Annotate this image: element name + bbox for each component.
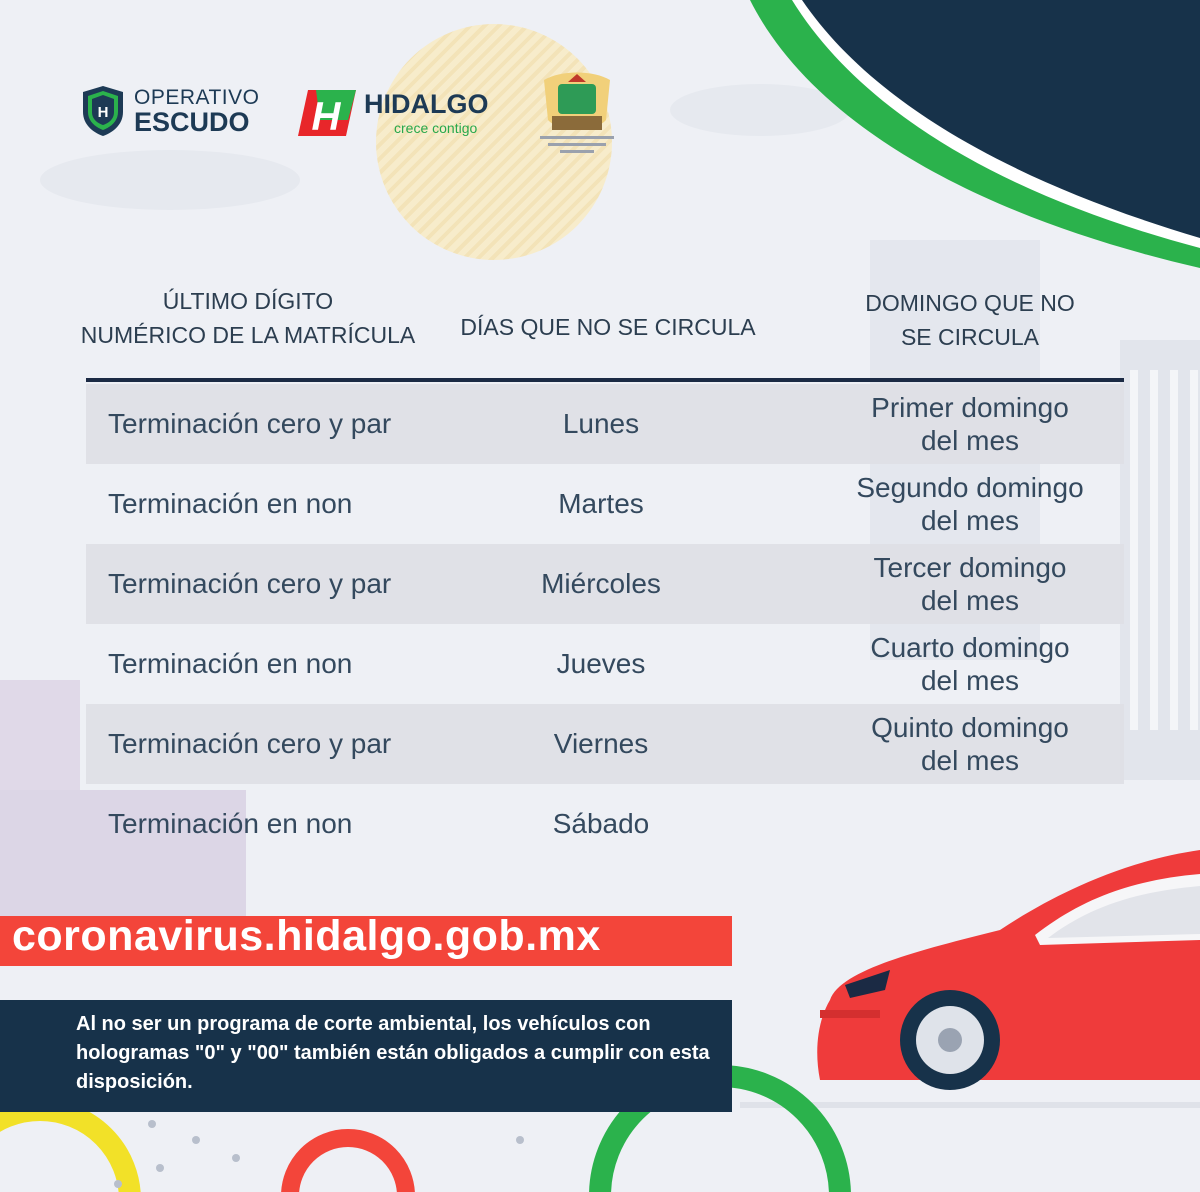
column-header-sunday-line1: DOMINGO QUE NO xyxy=(865,290,1075,316)
svg-text:H: H xyxy=(97,104,109,121)
plate-cell: Terminación en non xyxy=(108,808,353,839)
day-cell: Miércoles xyxy=(541,568,661,599)
column-header-sunday-line2: SE CIRCULA xyxy=(900,324,1040,350)
column-header-days: DÍAS QUE NO SE CIRCULA xyxy=(460,314,756,340)
hidalgo-tagline: crece contigo xyxy=(394,119,478,136)
day-cell: Sábado xyxy=(552,808,650,839)
hidalgo-name: HIDALGO xyxy=(364,88,489,119)
sunday-line1: Segundo domingo xyxy=(856,472,1084,503)
plate-cell: Terminación cero y par xyxy=(108,568,392,599)
plate-cell: Terminación en non xyxy=(108,648,353,679)
sunday-line1: Tercer domingo xyxy=(873,552,1067,583)
sunday-line1: Cuarto domingo xyxy=(870,632,1070,663)
sunday-line2: del mes xyxy=(920,425,1020,456)
website-url: coronavirus.hidalgo.gob.mx xyxy=(12,912,601,960)
column-header-plate-line1: ÚLTIMO DÍGITO xyxy=(162,288,334,314)
note-text: Al no ser un programa de corte ambiental, los vehículos con hologramas "0" y "00" también están obligados a cumplir con esta disposición. xyxy=(76,1013,710,1093)
sunday-line2: del mes xyxy=(920,505,1020,536)
plate-cell: Terminación en non xyxy=(108,488,353,519)
column-header-plate-line2: NUMÉRICO DE LA MATRÍCULA xyxy=(80,322,416,348)
svg-text:H: H xyxy=(311,95,341,139)
escudo-line2: ESCUDO xyxy=(134,106,250,137)
plate-cell: Terminación cero y par xyxy=(108,728,392,759)
day-cell: Lunes xyxy=(562,408,640,439)
day-cell: Viernes xyxy=(553,728,649,759)
day-cell: Martes xyxy=(558,488,644,519)
red-car-illustration xyxy=(800,850,1200,1100)
escudo-line1: OPERATIVO xyxy=(134,85,260,109)
plate-cell: Terminación cero y par xyxy=(108,408,392,439)
sunday-line1: Primer domingo xyxy=(871,392,1069,423)
sunday-line2: del mes xyxy=(920,665,1020,696)
day-cell: Jueves xyxy=(556,648,646,679)
sunday-line1: Quinto domingo xyxy=(871,712,1069,743)
sunday-line2: del mes xyxy=(920,585,1020,616)
sunday-line2: del mes xyxy=(920,745,1020,776)
